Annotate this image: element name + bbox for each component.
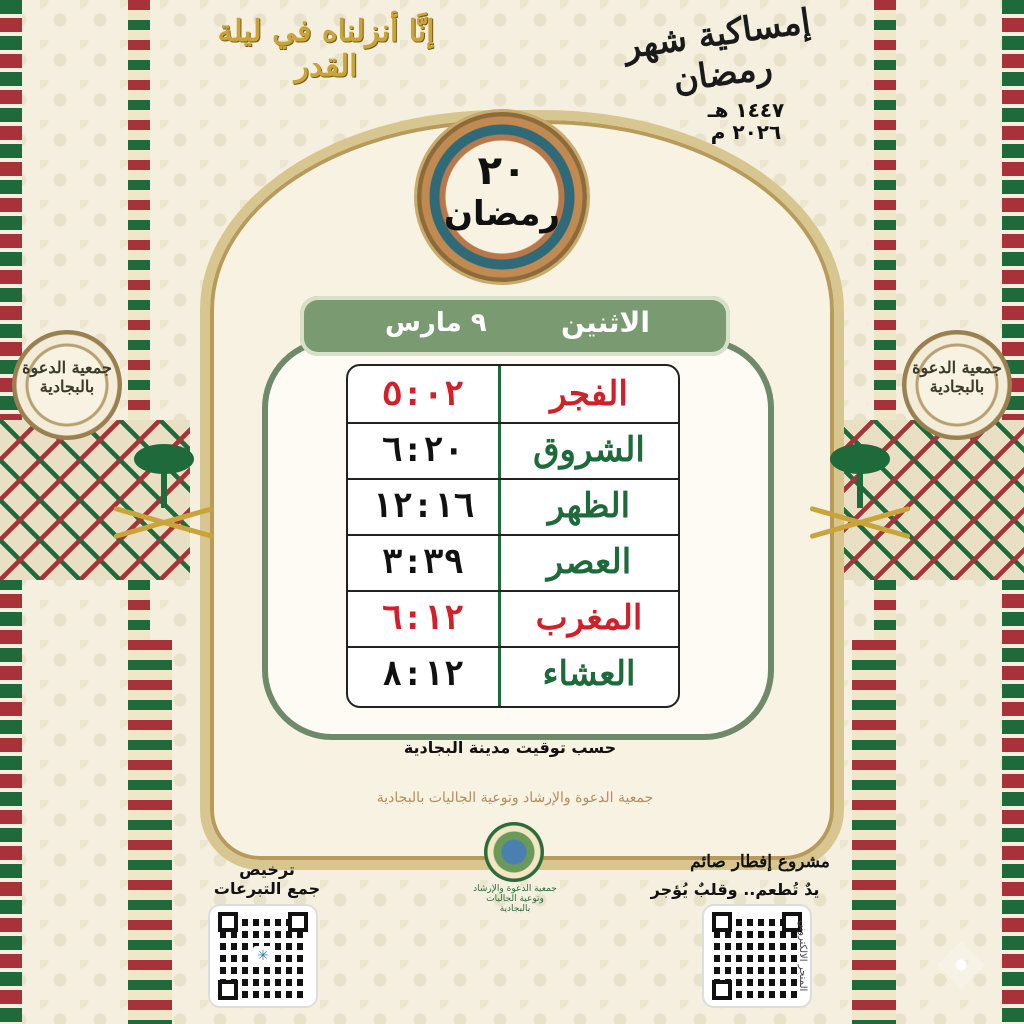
left-stripe-lower [150, 640, 172, 1024]
prayer-time: ٦:٢٠ [382, 430, 464, 470]
qr-finder [218, 980, 238, 1000]
qr-finder [712, 912, 732, 932]
palm-trunk [857, 468, 863, 508]
prayer-row [348, 646, 678, 702]
prayer-row [348, 590, 678, 648]
prayer-name: الشروق [533, 430, 645, 470]
gregorian-year: ٢٠٢٦ م [710, 120, 782, 144]
month-name: رمضان [444, 194, 560, 234]
palm-trunk [161, 468, 167, 508]
donation-qr-code[interactable] [210, 906, 316, 1006]
prayer-row [348, 534, 678, 592]
e-store-label: المتجر الالكتروني [797, 920, 808, 992]
organization-logo-caption: جمعية الدعوة والإرشاد وتوعية الجاليات بالبجادية [473, 884, 557, 914]
prayer-time: ٥:٠٢ [382, 374, 464, 414]
gregorian-date: ٩ مارس [385, 308, 487, 338]
donation-label-line1: ترخيص [239, 860, 295, 879]
hijri-year: ١٤٤٧ هـ [707, 98, 785, 122]
prayer-name: الفجر [550, 374, 628, 414]
verse-calligraphy: إنَّا أنزلناه في ليلة القدر [217, 14, 435, 84]
prayer-name: المغرب [535, 598, 643, 638]
association-badge-left-text: جمعية الدعوة بالبجادية [22, 358, 112, 396]
prayer-times-table [346, 364, 680, 708]
qr-finder [218, 912, 238, 932]
right-stripe-lower [852, 640, 874, 1024]
ramadan-day-number: ٢٠ [477, 148, 527, 194]
palm-swords-emblem-right [800, 440, 920, 550]
prayer-row [348, 478, 678, 536]
weekday-label: الاثنين [560, 306, 650, 339]
crossed-swords-icon [112, 506, 216, 540]
prayer-time: ٨:١٢ [382, 654, 464, 694]
prayer-name: الظهر [547, 486, 631, 526]
organization-logo-icon [484, 822, 544, 882]
prayer-row [348, 366, 678, 424]
qr-finder [288, 912, 308, 932]
project-title: مشروع إفطار صائم [690, 852, 830, 872]
donation-license-label [212, 860, 322, 898]
project-slogan: يدٌ تُطعم.. وقلبٌ يُؤجر [650, 880, 820, 899]
palm-swords-emblem-left [104, 440, 224, 550]
organization-calligraphy: جمعية الدعوة والإرشاد وتوعية الجاليات بالبجادية [376, 790, 654, 806]
qr-finder [712, 980, 732, 1000]
association-badge-right-text: جمعية الدعوة بالبجادية [912, 358, 1002, 396]
prayer-time: ١٢:١٦ [371, 486, 475, 526]
prayer-time: ٣:٣٩ [382, 542, 464, 582]
crossed-swords-icon [808, 506, 912, 540]
date-banner [300, 296, 730, 356]
prayer-row [348, 422, 678, 480]
timing-footnote: حسب توقيت مدينة البجادية [403, 738, 617, 757]
prayer-name: العشاء [542, 654, 636, 694]
prayer-time: ٦:١٢ [382, 598, 464, 638]
prayer-name: العصر [546, 542, 632, 582]
store-qr-code[interactable] [704, 906, 810, 1006]
imsakiya-title: إمساكية شهر رمضان [621, 1, 813, 101]
qr-center-logo-icon: ✳ [253, 946, 273, 966]
donation-label-line2: جمع التبرعات [213, 879, 321, 898]
